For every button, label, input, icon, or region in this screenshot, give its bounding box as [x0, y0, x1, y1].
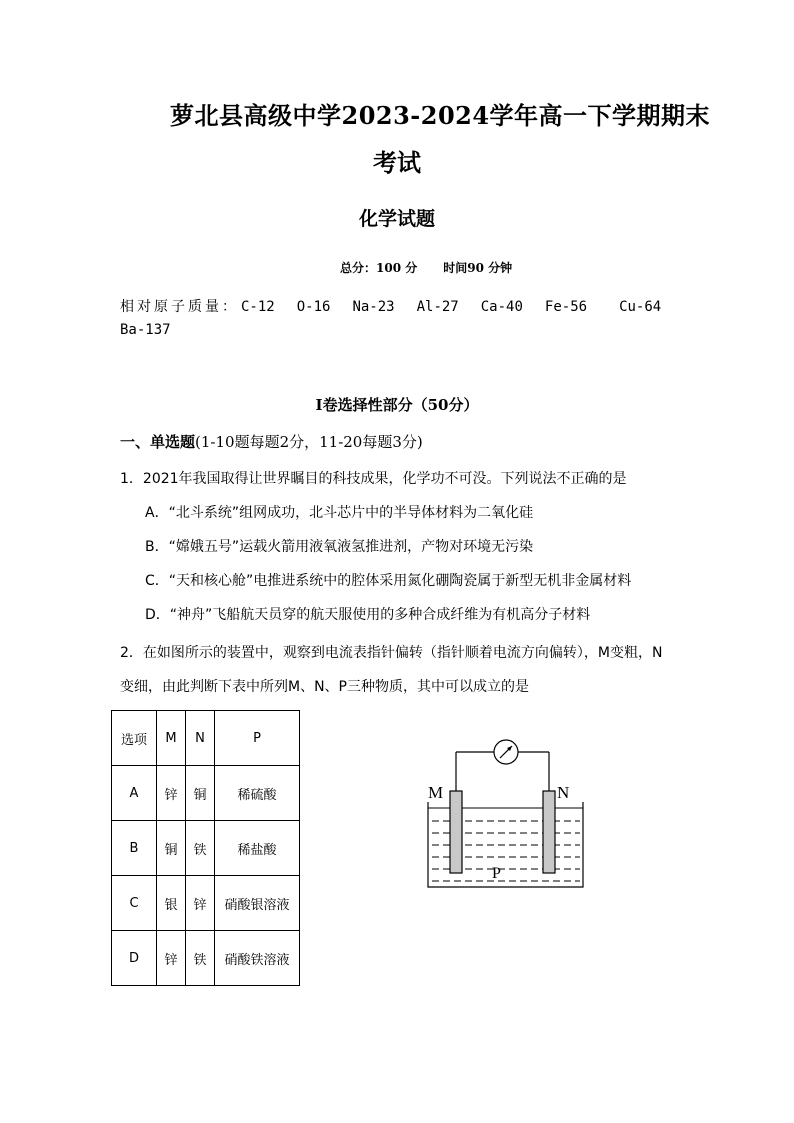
table-cell: 银 — [157, 876, 186, 931]
atomic-mass-item: C-12 — [241, 299, 275, 315]
part-note: (1-10题每题2分，11-20每题3分) — [195, 433, 423, 451]
label-p: P — [492, 865, 501, 882]
atomic-mass-item: Cu-64 — [619, 299, 662, 315]
electrode-m — [450, 791, 462, 873]
exam-title-line1: 萝北县高级中学2023-2024学年高一下学期期末 — [170, 101, 711, 130]
table-cell: 锌 — [186, 876, 215, 931]
table-cell: C — [112, 876, 157, 931]
atomic-mass-wrap-item: Ba-137 — [120, 322, 171, 338]
atomic-mass-item: Na-23 — [352, 299, 395, 315]
total-score: 总分：100 分 — [340, 261, 418, 275]
table-cell: B — [112, 821, 157, 876]
table-cell: 铜 — [157, 821, 186, 876]
electrode-n — [543, 791, 555, 873]
table-header-cell: N — [186, 711, 215, 766]
exam-title-line2: 考试 — [373, 148, 421, 177]
table-cell: A — [112, 766, 157, 821]
table-cell: 稀盐酸 — [215, 821, 300, 876]
question-1-option-d: D．“神舟”飞船航天员穿的航天服使用的多种合成纤维为有机高分子材料 — [145, 607, 591, 623]
table-cell: 铁 — [186, 931, 215, 986]
table-header-row — [112, 711, 300, 766]
table-header-cell: M — [157, 711, 186, 766]
table-row — [112, 766, 300, 821]
table-cell: 稀硫酸 — [215, 766, 300, 821]
label-m: M — [428, 783, 444, 802]
table-header-cell: P — [215, 711, 300, 766]
label-n: N — [557, 783, 570, 802]
table-cell: 锌 — [157, 766, 186, 821]
question-1-option-b: B．“嫦娥五号”运载火箭用液氧液氢推进剂，产物对环境无污染 — [145, 539, 534, 555]
table-row — [112, 876, 300, 931]
table-cell: D — [112, 931, 157, 986]
atomic-mass-item: Al-27 — [416, 299, 459, 315]
section-title: Ⅰ卷选择性部分（50分） — [315, 396, 479, 414]
ammeter-icon — [494, 740, 518, 764]
atomic-mass-label: 相对原子质量： — [120, 299, 239, 315]
table-cell: 锌 — [157, 931, 186, 986]
atomic-mass-item: Fe-56 — [544, 299, 588, 315]
part-heading-line — [120, 431, 423, 452]
table-cell: 铁 — [186, 821, 215, 876]
question-1-stem: 1．2021年我国取得让世界瞩目的科技成果，化学功不可没。下列说法不正确的是 — [120, 471, 627, 487]
question-2-stem-line2: 变细，由此判断下表中所列M、N、P三种物质，其中可以成立的是 — [120, 679, 529, 695]
options-table — [111, 710, 300, 986]
question-1-option-a: A．“北斗系统”组网成功，北斗芯片中的半导体材料为二氧化硅 — [145, 505, 534, 521]
question-2-stem-line1: 2．在如图所示的装置中，观察到电流表指针偏转（指针顺着电流方向偏转），M变粗，N — [120, 645, 663, 661]
table-cell: 硝酸铁溶液 — [215, 931, 300, 986]
question-1-option-c: C．“天和核心舱”电推进系统中的腔体采用氮化硼陶瓷属于新型无机非金属材料 — [145, 573, 632, 589]
table-cell: 硝酸银溶液 — [215, 876, 300, 931]
table-cell: 铜 — [186, 766, 215, 821]
score-time-line — [340, 259, 512, 276]
table-header-cell: 选项 — [112, 711, 157, 766]
part-heading: 一、单选题 — [120, 433, 196, 451]
galvanic-cell-diagram — [420, 735, 590, 893]
atomic-mass-line — [120, 296, 661, 316]
atomic-mass-item: O-16 — [296, 299, 331, 315]
table-row — [112, 931, 300, 986]
subject-title: 化学试题 — [358, 208, 435, 230]
time-limit: 时间90 分钟 — [443, 261, 513, 275]
table-row — [112, 821, 300, 876]
atomic-mass-item: Ca-40 — [480, 299, 523, 315]
